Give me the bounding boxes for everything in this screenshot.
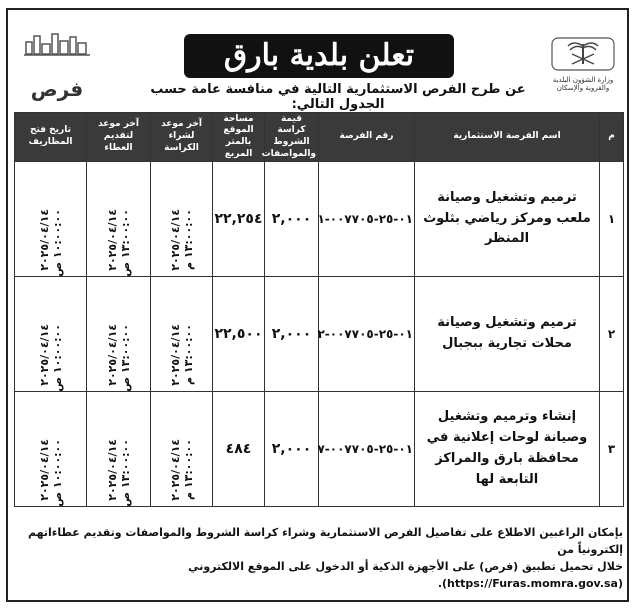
opportunity-ref: ٠١-٢٥-٠٠٧٧٠٥-١ — [319, 162, 415, 277]
purchase-deadline-time: ١٣:٠٠:٠٠ م — [181, 438, 195, 500]
row-index: ١ — [600, 162, 624, 277]
row-index: ٢ — [600, 277, 624, 392]
booklet-fee: ٢,٠٠٠ — [265, 392, 319, 507]
col-header-area: مساحة الموقع بالمتر المربع — [213, 113, 265, 162]
submit-deadline-time: ١٣:٠٠:٠٠ ص — [118, 208, 132, 277]
col-header-submit-deadline: آخر موعد لتقديم العطاء — [87, 113, 151, 162]
opportunity-name: ترميم وتشغيل وصيانة ملعب ومركز رياضي بثلوث المنظر — [415, 162, 600, 277]
col-header-open-date: تاريخ فتح المظاريف — [15, 113, 87, 162]
open-date-date: ٢٠٢٥/٠٤/١٤ — [37, 438, 51, 501]
opportunity-name: ترميم وتشغيل وصيانة محلات تجارية ببجبال — [415, 277, 600, 392]
purchase-deadline — [151, 392, 213, 507]
purchase-deadline-time: ١٣:٠٠:٠٠ م — [181, 208, 195, 270]
col-header-purchase-deadline: آخر موعد لشراء الكراسة — [151, 113, 213, 162]
footer-note — [12, 524, 623, 592]
open-date — [15, 162, 87, 277]
open-date-time: ١٠:٠٠:٠٠ ص — [50, 323, 64, 392]
open-date-time: ١٠:٠٠:٠٠ ص — [50, 438, 64, 507]
furas-logo-text: فرص — [30, 77, 84, 101]
table-row — [15, 277, 624, 392]
open-date-time: ١٠:٠٠:٠٠ ص — [50, 208, 64, 277]
footer-line-1: بإمكان الراغبين الاطلاع على تفاصيل الفرص الاستثمارية وشراء كراسة الشروط والمواصفات وتقديم عطاءاتهم إلكترونياً من — [27, 526, 623, 557]
table-header-row — [15, 113, 624, 162]
site-area: ٢٢,٥٠٠ — [213, 277, 265, 392]
table-row — [15, 392, 624, 507]
submit-deadline-date: ٢٠٢٥/٠٤/١٤ — [105, 323, 119, 386]
submit-deadline — [87, 277, 151, 392]
purchase-deadline — [151, 162, 213, 277]
submit-deadline — [87, 392, 151, 507]
submit-deadline-time: ١٣:٠٠:٠٠ ص — [118, 438, 132, 507]
open-date — [15, 392, 87, 507]
booklet-fee: ٢,٠٠٠ — [265, 277, 319, 392]
col-header-ref: رقم الفرصة — [319, 113, 415, 162]
skyline-icon — [22, 32, 92, 76]
submit-deadline-date: ٢٠٢٥/٠٤/١٤ — [105, 438, 119, 501]
furas-logo — [22, 32, 92, 101]
purchase-deadline-time: ١٣:٠٠:٠٠ م — [181, 323, 195, 385]
opportunities-table — [14, 112, 624, 507]
booklet-fee: ٢,٠٠٠ — [265, 162, 319, 277]
col-header-index: م — [600, 113, 624, 162]
col-header-fee: قيمة كراسة الشروط والمواصفات — [265, 113, 319, 162]
ministry-logo-text: وزارة الشؤون البلدية والقروية والإسكان — [552, 76, 614, 92]
submit-deadline-time: ١٣:٠٠:٠٠ ص — [118, 323, 132, 392]
footer-line-2: خلال تحميل تطبيق (فرص) على الأجهزة الذكية أو الدخول على الموقع الالكتروني (https://Furas.momra.gov.sa). — [188, 560, 623, 591]
page-subtitle: عن طرح الفرص الاستثمارية التالية في منافسة عامة حسب الجدول التالي: — [150, 82, 526, 112]
open-date-date: ٢٠٢٥/٠٤/١٤ — [37, 208, 51, 271]
opportunity-ref: ٠١-٢٥-٠٠٧٧٠٥-٢ — [319, 277, 415, 392]
purchase-deadline — [151, 277, 213, 392]
page-title: تعلن بلدية بارق — [184, 34, 454, 78]
site-area: ٤٨٤ — [213, 392, 265, 507]
palm-emblem-icon — [548, 30, 618, 72]
opportunity-name: إنشاء وترميم وتشغيل وصيانة لوحات إعلانية في محافظة بارق والمراكز التابعة لها — [415, 392, 600, 507]
submit-deadline — [87, 162, 151, 277]
col-header-name: اسم الفرصة الاستثمارية — [415, 113, 600, 162]
site-area: ٢٢,٢٥٤ — [213, 162, 265, 277]
row-index: ٣ — [600, 392, 624, 507]
purchase-deadline-date: ٢٠٢٥/٠٤/١٤ — [168, 323, 182, 386]
header — [8, 10, 627, 110]
purchase-deadline-date: ٢٠٢٥/٠٤/١٤ — [168, 208, 182, 271]
submit-deadline-date: ٢٠٢٥/٠٤/١٤ — [105, 208, 119, 271]
open-date-date: ٢٠٢٥/٠٤/١٤ — [37, 323, 51, 386]
announcement-frame — [6, 8, 629, 602]
ministry-logo — [548, 30, 618, 92]
open-date — [15, 277, 87, 392]
purchase-deadline-date: ٢٠٢٥/٠٤/١٤ — [168, 438, 182, 501]
opportunity-ref: ٠١-٢٥-٠٠٧٧٠٥-٧ — [319, 392, 415, 507]
table-row — [15, 162, 624, 277]
